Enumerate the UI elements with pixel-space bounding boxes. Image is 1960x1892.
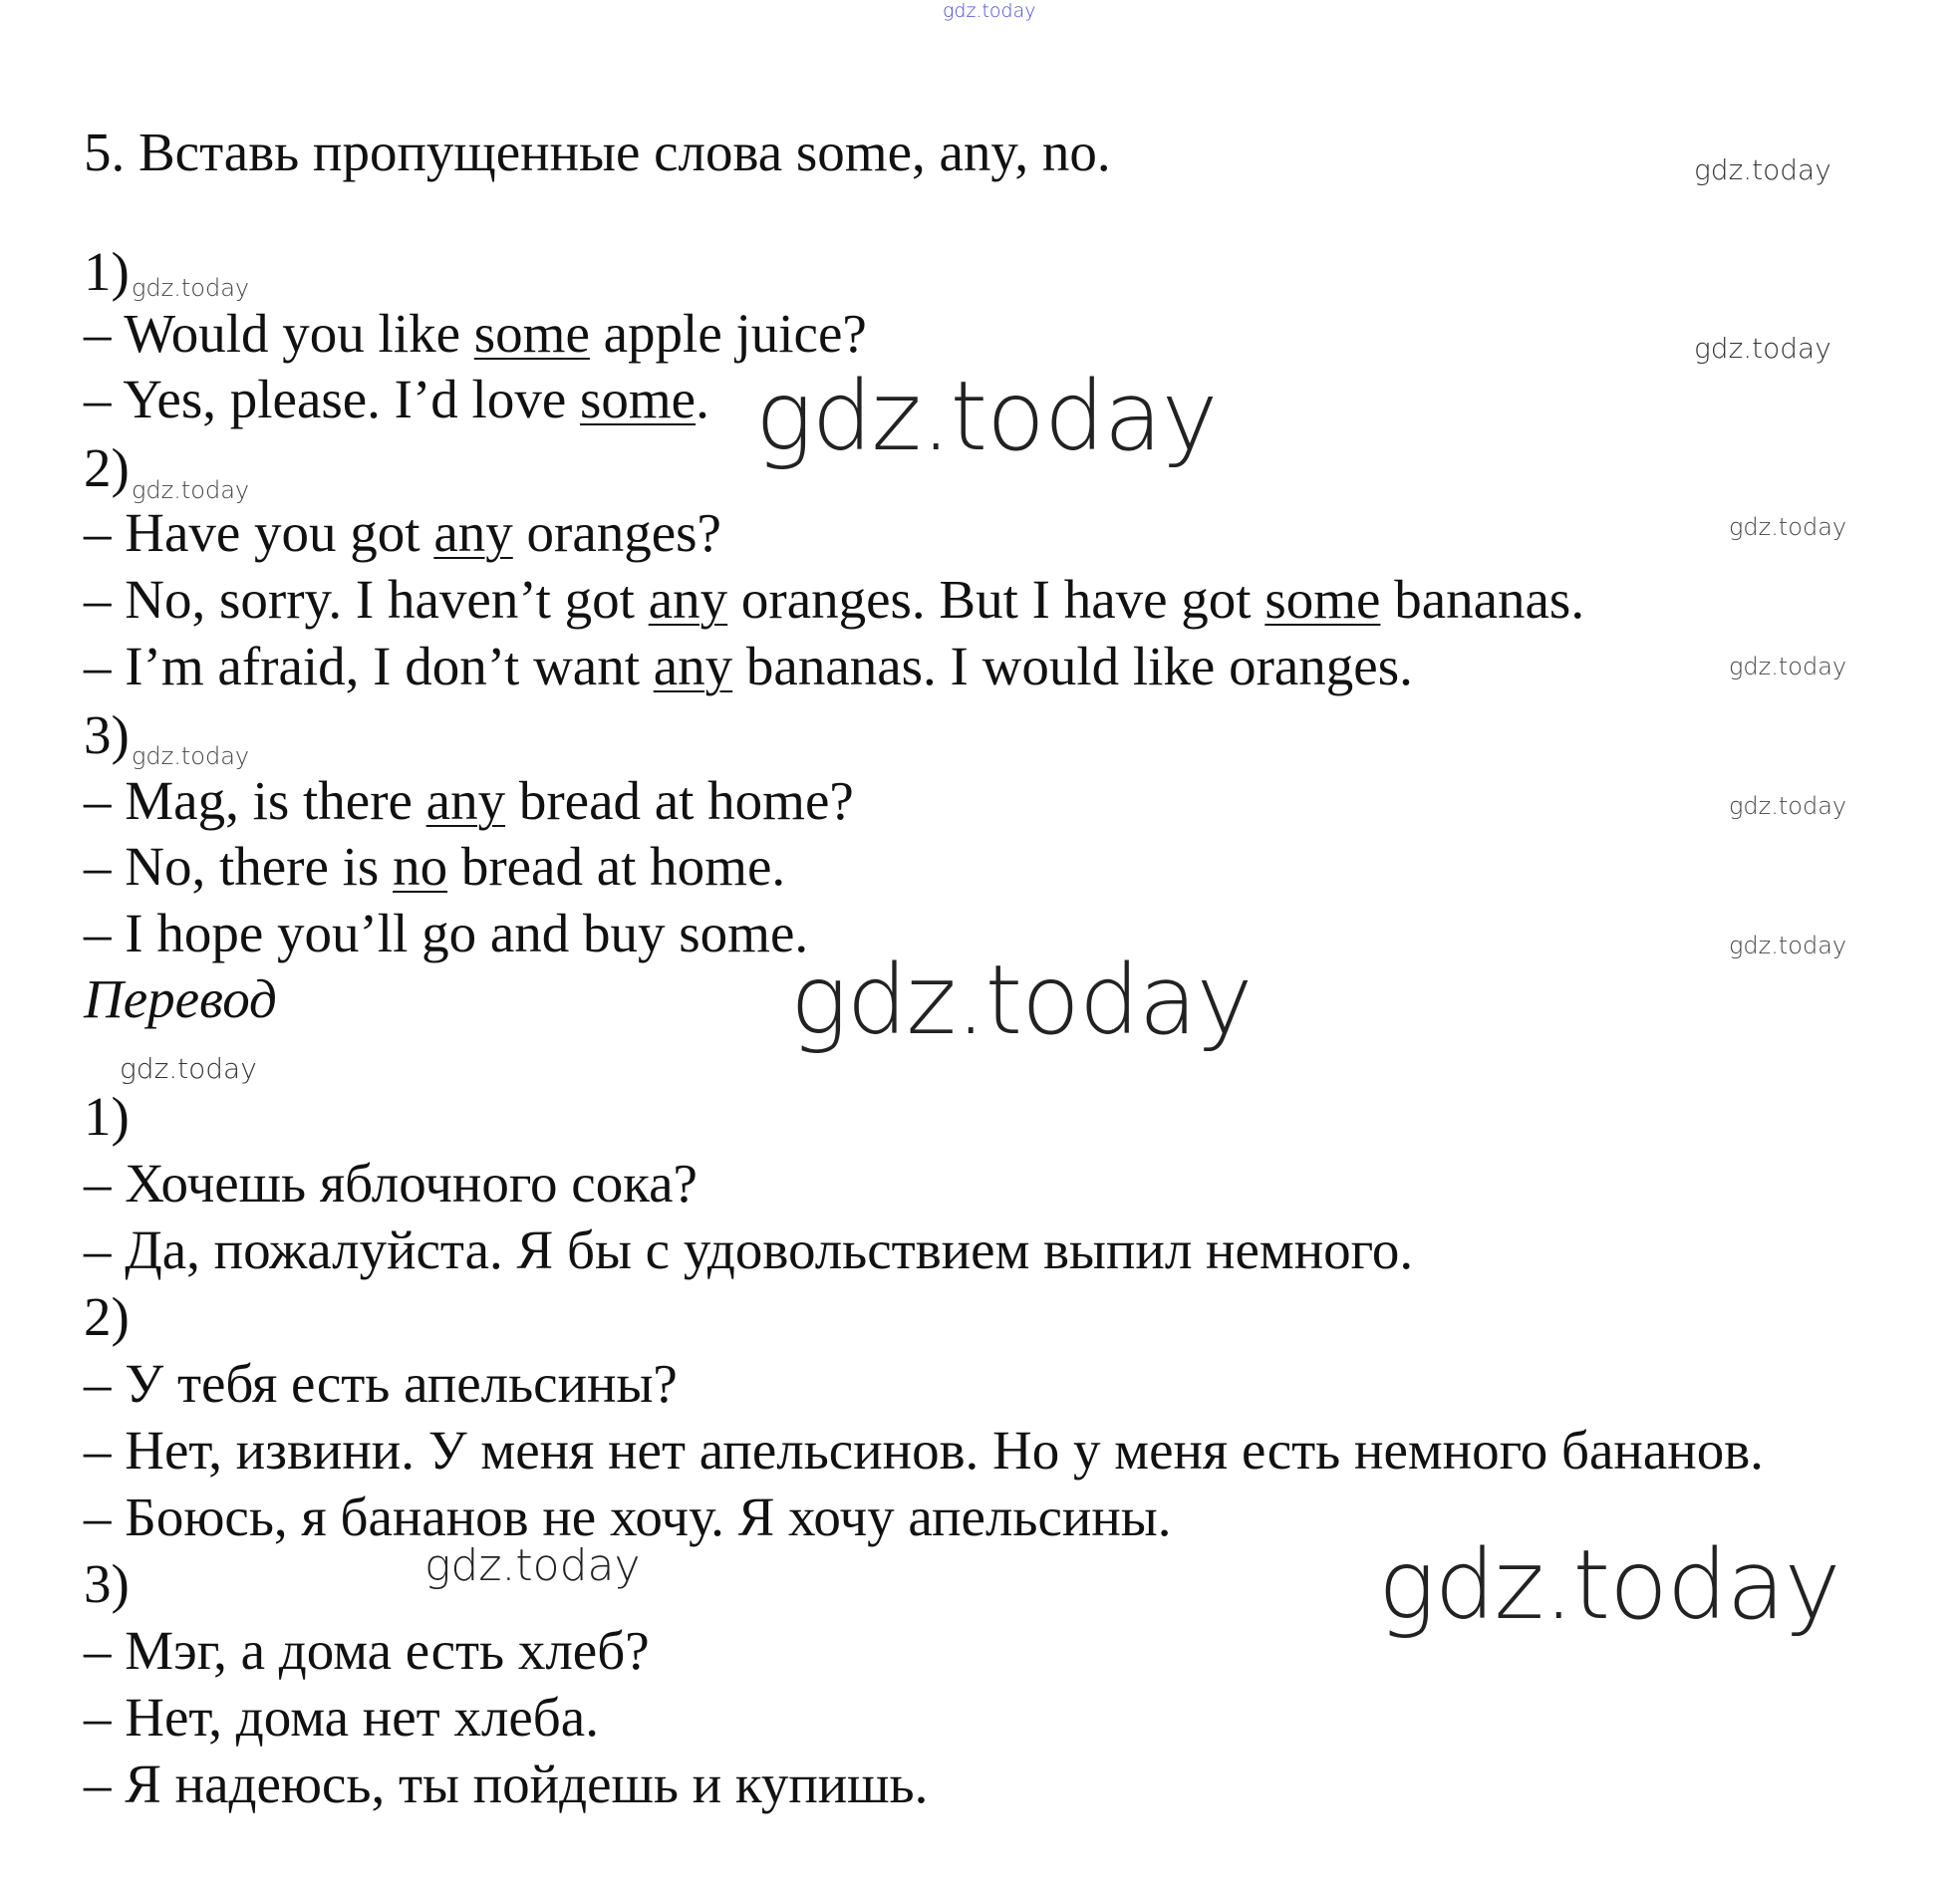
text-before: No, sorry. I haven’t got [125,569,635,630]
dash: – [84,303,112,364]
dash: – [84,636,112,696]
line-text: I hope you’ll go and buy some. [125,903,809,963]
translation-3-line-1: – Мэг, а дома есть хлеб? [84,1620,650,1681]
translation-1-line-1: – Хочешь яблочного сока? [84,1153,698,1214]
translation-3-number: 3) [84,1553,130,1614]
text-before: Yes, please. I’d love [123,369,567,429]
filled-word: some [580,369,697,429]
translation-1-line-2: – Да, пожалуйста. Я бы с удовольствием выпил немного. [84,1219,1414,1280]
watermark-inline-4: gdz.today [120,1052,257,1085]
text-after: bread at home? [518,770,854,831]
watermark-right-4: gdz.today [1729,653,1847,680]
watermark-right-1: gdz.today [1694,153,1831,186]
watermark-medium-1: gdz.today [424,1540,641,1591]
watermark-inline-3: gdz.today [132,742,250,770]
watermark-inline-1: gdz.today [132,274,250,302]
translation-2-line-2: – Нет, извини. У меня нет апельсинов. Но у меня есть немного бананов. [84,1420,1764,1481]
exercise-3-number: 3) [84,704,130,765]
text-before: Would you like [124,303,461,364]
watermark-right-5: gdz.today [1729,792,1847,820]
dash: – [84,770,112,831]
exercise-3-line-3 [84,902,808,965]
watermark-large-1: gdz.today [755,361,1218,472]
dash: – [84,502,112,563]
translation-1-number: 1) [84,1086,130,1147]
text-after: oranges? [526,502,721,563]
text-after: bread at home. [460,836,786,897]
text-after: . [696,369,709,429]
dash: – [84,836,112,897]
translation-heading: Перевод [84,968,277,1029]
translation-3-line-3: – Я надеюсь, ты пойдешь и купишь. [84,1754,929,1814]
translation-2-number: 2) [84,1286,130,1347]
filled-word: some [1264,569,1381,630]
exercise-1-line-1 [84,302,867,366]
text-after: apple juice? [603,303,867,364]
text-before: Mag, is there [125,770,413,831]
exercise-2-line-3 [84,635,1413,698]
exercise-title: 5. Вставь пропущенные слова some, any, no. [84,122,1111,182]
text-before: Have you got [125,502,420,563]
filled-word: any [425,770,506,831]
dash: – [84,569,112,630]
dash: – [84,369,112,429]
translation-2-line-3: – Боюсь, я бананов не хочу. Я хочу апельсины. [84,1487,1172,1547]
filled-word: any [648,569,728,630]
text-before: I’m afraid, I don’t want [125,636,640,696]
watermark-large-2: gdz.today [790,945,1253,1056]
exercise-3-line-2 [84,835,785,899]
watermark-right-6: gdz.today [1729,932,1847,959]
text-after: bananas. I would like oranges. [745,636,1413,696]
text-middle: oranges. But I have got [740,569,1252,630]
filled-word: some [473,303,590,364]
translation-3-line-2: – Нет, дома нет хлеба. [84,1687,599,1748]
dash: – [84,903,112,963]
watermark-large-3: gdz.today [1378,1529,1840,1641]
exercise-2-number: 2) [84,437,130,498]
filled-word: no [393,836,448,897]
exercise-2-line-1 [84,501,721,565]
text-before: No, there is [125,836,380,897]
filled-word: any [653,636,733,696]
exercise-2-line-2 [84,568,1584,632]
watermark-top: gdz.today [943,0,1036,22]
filled-word: any [433,502,513,563]
exercise-1-number: 1) [84,241,130,302]
exercise-1-line-2 [84,368,709,431]
exercise-3-line-1 [84,769,854,833]
watermark-right-2: gdz.today [1694,332,1831,365]
watermark-inline-2: gdz.today [132,476,250,504]
text-after: bananas. [1394,569,1585,630]
watermark-right-3: gdz.today [1729,513,1847,541]
translation-2-line-1: – У тебя есть апельсины? [84,1353,678,1414]
